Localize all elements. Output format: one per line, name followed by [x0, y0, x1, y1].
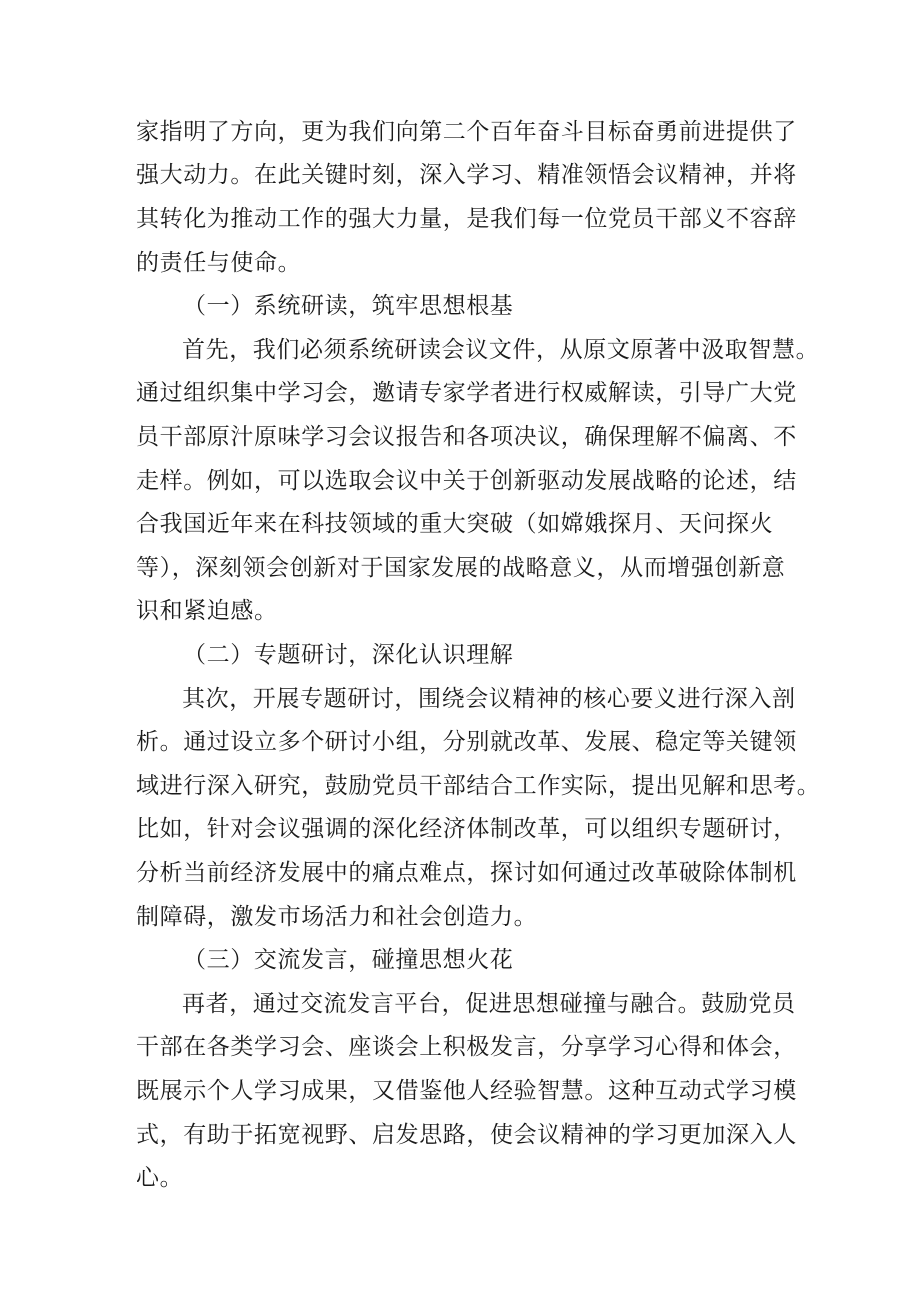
text-line: 比如，针对会议强调的深化经济体制改革，可以组织专题研讨，: [136, 816, 797, 842]
text-line: 家指明了方向，更为我们向第二个百年奋斗目标奋勇前进提供了: [136, 119, 797, 145]
section-heading-3: （三）交流发言，碰撞思想火花: [183, 947, 514, 973]
text-line: 通过组织集中学习会，邀请专家学者进行权威解读，引导广大党: [136, 380, 797, 406]
text-line: 分析当前经济发展中的痛点难点，探讨如何通过改革破除体制机: [136, 860, 797, 886]
text-line: 析。通过设立多个研讨小组，分别就改革、发展、稳定等关键领: [136, 729, 797, 755]
text-line: 等），深刻领会创新对于国家发展的战略意义，从而增强创新意: [136, 555, 786, 581]
text-line: 的责任与使命。: [136, 250, 302, 276]
text-line: 走样。例如，可以选取会议中关于创新驱动发展战略的论述，结: [136, 468, 797, 494]
text-line: 干部在各类学习会、座谈会上积极发言，分享学习心得和体会，: [136, 1034, 797, 1060]
section-heading-1: （一）系统研读，筑牢思想根基: [183, 293, 514, 319]
text-line: 域进行深入研究，鼓励党员干部结合工作实际，提出见解和思考。: [136, 773, 821, 799]
paragraph-start: 再者，通过交流发言平台，促进思想碰撞与融合。鼓励党员: [182, 991, 796, 1017]
text-line: 心。: [136, 1165, 184, 1191]
text-line: 员干部原汁原味学习会议报告和各项决议，确保理解不偏离、不: [136, 424, 797, 450]
text-line: 既展示个人学习成果，又借鉴他人经验智慧。这种互动式学习模: [136, 1078, 797, 1104]
section-heading-2: （二）专题研讨，深化认识理解: [183, 642, 514, 668]
paragraph-start: 其次，开展专题研讨，围绕会议精神的核心要义进行深入剖: [182, 686, 796, 712]
paragraph-start: 首先，我们必须系统研读会议文件，从原文原著中汲取智慧。: [182, 337, 820, 363]
text-line: 识和紧迫感。: [136, 598, 278, 624]
text-line: 制障碍，激发市场活力和社会创造力。: [136, 904, 538, 930]
text-line: 式，有助于拓宽视野、启发思路，使会议精神的学习更加深入人: [136, 1122, 797, 1148]
text-line: 强大动力。在此关键时刻，深入学习、精准领悟会议精神，并将: [136, 162, 797, 188]
text-line: 其转化为推动工作的强大力量，是我们每一位党员干部义不容辞: [136, 206, 797, 232]
text-line: 合我国近年来在科技领域的重大突破（如嫦娥探月、天问探火: [136, 511, 774, 537]
